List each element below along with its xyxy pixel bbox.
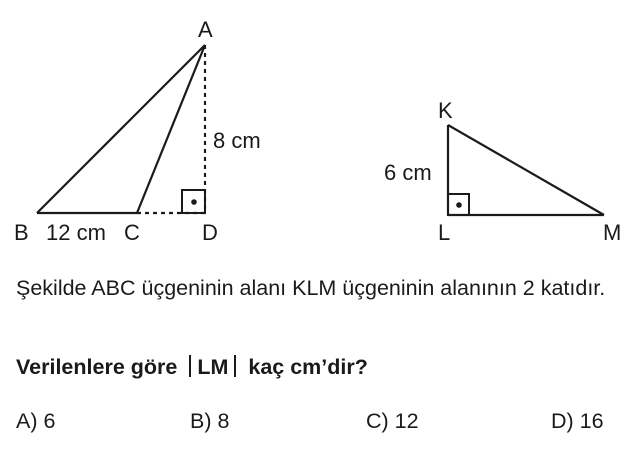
vertex-label-d: D — [202, 220, 218, 245]
choice-a[interactable]: A) 6 — [16, 409, 56, 433]
side-ac — [137, 45, 205, 213]
height-label-kl: 6 cm — [384, 160, 432, 185]
side-ab — [37, 45, 205, 213]
side-km — [448, 125, 604, 215]
choice-b[interactable]: B) 8 — [190, 409, 230, 433]
height-label-ad: 8 cm — [213, 128, 261, 153]
problem-statement: Şekilde ABC üçgeninin alanı KLM üçgeninin alanının 2 katıdır. — [16, 276, 606, 300]
abs-bar-left — [189, 355, 191, 377]
abs-bar-right — [234, 355, 236, 377]
question-prompt-start: Verilenlere göre — [16, 355, 178, 379]
vertex-label-l: L — [438, 220, 451, 245]
right-angle-dot-d — [191, 199, 197, 205]
question-prompt-end: kaç cm’dir? — [248, 355, 368, 379]
choice-d[interactable]: D) 16 — [551, 409, 604, 433]
right-angle-dot-l — [456, 202, 462, 208]
segment-lm-label: LM — [197, 355, 229, 379]
base-label-bc: 12 cm — [46, 220, 106, 245]
vertex-label-b: B — [14, 220, 29, 245]
vertex-label-m: M — [603, 220, 622, 245]
question-prompt — [16, 352, 368, 383]
vertex-label-k: K — [438, 98, 453, 123]
vertex-label-c: C — [124, 220, 140, 245]
choice-c[interactable]: C) 12 — [366, 409, 419, 433]
vertex-label-a: A — [198, 17, 213, 42]
